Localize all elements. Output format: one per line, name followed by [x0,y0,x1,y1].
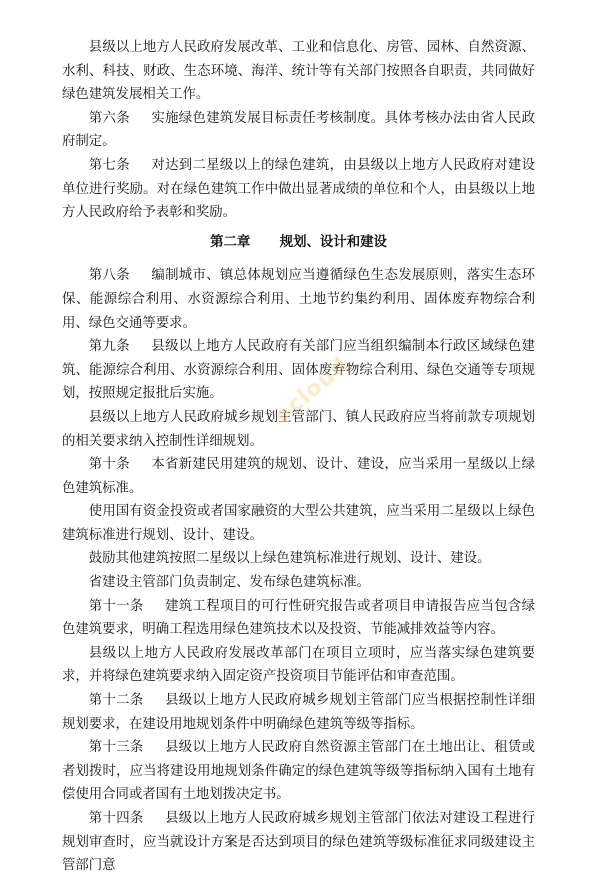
article-paragraph [62,453,535,500]
article-paragraph [62,154,535,225]
article-number: 第十四条 [88,811,144,826]
paragraph-text: 县级以上地方人民政府有关部门应当组织编制本行政区域绿色建筑、能源综合利用、水资源综合利用、固体废弃物综合利用、绿色交通等专项规划，按照规定报批后实施。 [62,339,536,402]
article-number: 第十二条 [88,693,144,709]
article-paragraph [62,107,535,154]
paragraph [62,642,535,689]
article-paragraph [62,736,535,807]
article-paragraph [62,689,535,736]
article-number: 第六条 [88,110,130,126]
paragraph-text: 编制城市、镇总体规划应当遵循绿色生态发展原则，落实生态环保、能源综合利用、水资源综合利用、土地节约集约利用、固体废弃物综合利用、绿色交通等要求。 [62,268,536,331]
paragraph [62,500,535,547]
paragraph-text: 建筑工程项目的可行性研究报告或者项目申请报告应当包含绿色建筑要求，明确工程选用绿色建筑技术以及投资、节能减排效益等内容。 [62,598,536,638]
document-page [62,36,535,878]
chapter-number: 第二章 [210,234,251,250]
chapter-heading [62,231,535,255]
section-chapter-two [62,264,535,877]
paragraph [62,571,535,595]
paragraph-text: 县级以上地方人民政府城乡规划主管部门、镇人民政府应当将前款专项规划的相关要求纳入控制性详细规划。 [62,409,535,449]
article-number: 第十三条 [88,740,144,756]
paragraph-text: 本省新建民用建筑的规划、设计、建设，应当采用一星级以上绿色建筑标准。 [62,457,536,496]
paragraph-text: 县级以上地方人民政府城乡规划主管部门依法对建设工程进行规划审查时，应当就设计方案是否达到项目的绿色建筑等级标准征求同级建设主管部门意 [62,811,536,874]
article-paragraph [62,595,535,642]
paragraph-text: 县级以上地方人民政府城乡规划主管部门应当根据控制性详细规划要求，在建设用地规划条件中明确绿色建筑等级等指标。 [62,693,536,732]
article-paragraph [62,264,535,335]
watermark: ocloud [270,352,354,429]
paragraph-text: 对达到二星级以上的绿色建筑，由县级以上地方人民政府对建设单位进行奖励。对在绿色建筑工作中做出显著成绩的单位和个人，由县级以上地方人民政府给予表彰和奖励。 [62,157,536,221]
chapter-title: 规划、设计和建设 [279,234,387,250]
article-paragraph [62,807,535,878]
section-before-chapter [62,36,535,225]
article-number: 第十条 [88,457,130,473]
article-number: 第十一条 [88,598,144,614]
paragraph-text: 省建设主管部门负责制定、发布绿色建筑标准。 [88,575,370,591]
article-number: 第七条 [88,157,130,173]
paragraph [62,36,535,107]
paragraph-text: 县级以上地方人民政府发展改革、工业和信息化、房管、园林、自然资源、水利、科技、财政、生态环境、海洋、统计等有关部门按照各自职责，共同做好绿色建筑发展相关工作。 [62,40,535,103]
paragraph-text: 实施绿色建筑发展目标责任考核制度。具体考核办法由省人民政府制定。 [62,110,536,150]
paragraph-text: 县级以上地方人民政府自然资源主管部门在土地出让、租赁或者划拨时，应当将建设用地规划条件确定的绿色建筑等级等指标纳入国有土地有偿使用合同或者国有土地划拨决定书。 [62,740,536,803]
paragraph-text: 县级以上地方人民政府发展改革部门在项目立项时，应当落实绿色建筑要求，并将绿色建筑要求纳入固定资产投资项目节能评估和审查范围。 [62,645,535,685]
paragraph-text: 鼓励其他建筑按照二星级以上绿色建筑标准进行规划、设计、建设。 [88,551,491,567]
article-number: 第九条 [88,339,130,355]
paragraph [62,547,535,571]
paragraph-text: 使用国有资金投资或者国家融资的大型公共建筑，应当采用二星级以上绿色建筑标准进行规划、设计、建设。 [62,504,535,543]
article-number: 第八条 [88,268,130,284]
